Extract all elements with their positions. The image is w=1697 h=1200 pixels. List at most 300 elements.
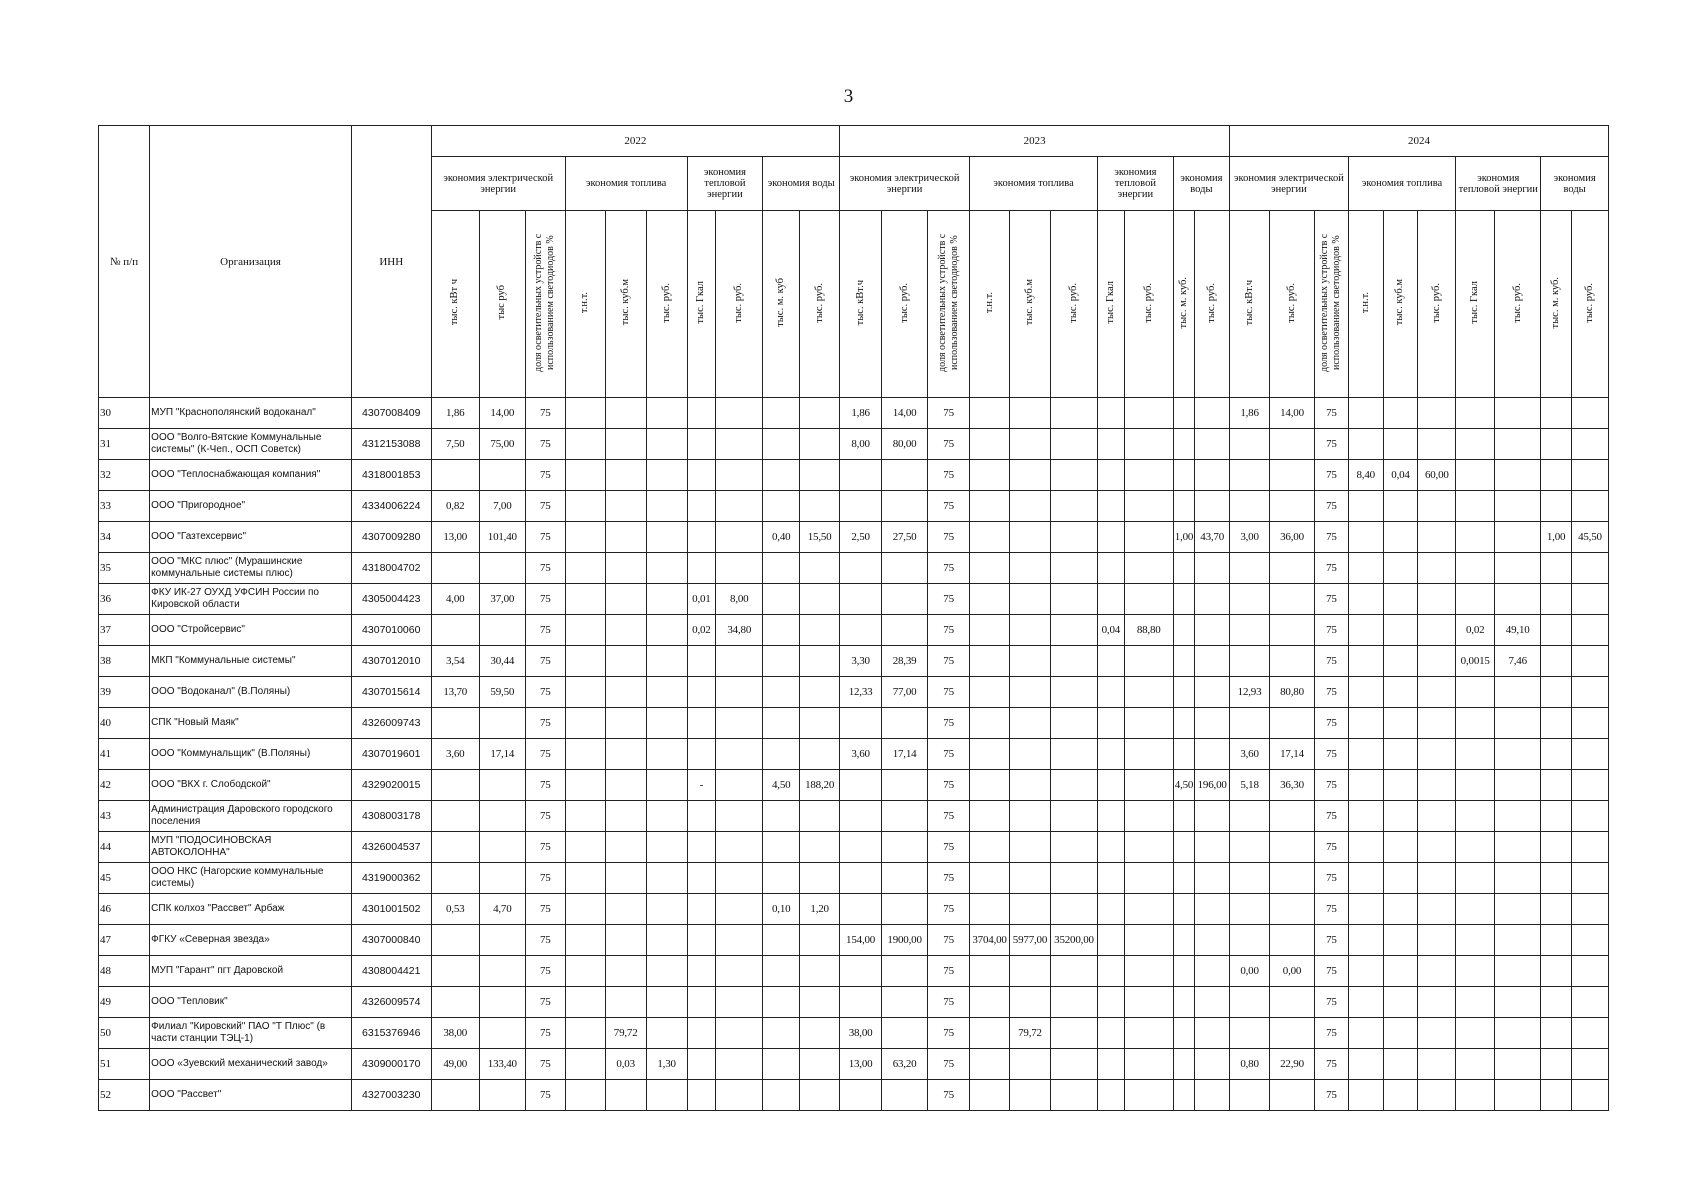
value-cell — [1541, 739, 1572, 770]
value-cell — [431, 615, 479, 646]
table-row — [99, 615, 1609, 646]
value-cell — [1230, 491, 1270, 522]
inn-value: 4307010060 — [351, 615, 431, 646]
table-row — [99, 429, 1609, 460]
value-cell: 0,02 — [687, 615, 716, 646]
value-cell: 75 — [525, 832, 565, 863]
row-number: 33 — [99, 491, 150, 522]
inn-value: 4308003178 — [351, 801, 431, 832]
value-cell — [1418, 925, 1456, 956]
value-cell — [1010, 894, 1051, 925]
value-cell — [763, 398, 800, 429]
value-cell — [565, 584, 605, 615]
value-cell: 75 — [525, 646, 565, 677]
value-cell — [1571, 398, 1608, 429]
value-cell — [687, 987, 716, 1018]
value-cell — [646, 522, 687, 553]
value-cell — [1124, 987, 1173, 1018]
value-cell — [646, 677, 687, 708]
value-cell: 75 — [1315, 491, 1349, 522]
table-row — [99, 522, 1609, 553]
header-unit-label: тыс. руб. — [1583, 282, 1595, 323]
table-row — [99, 584, 1609, 615]
value-cell — [1124, 925, 1173, 956]
value-cell — [1270, 832, 1315, 863]
table-row — [99, 925, 1609, 956]
value-cell: 75 — [928, 925, 970, 956]
value-cell: 4,70 — [479, 894, 525, 925]
value-cell — [763, 553, 800, 584]
value-cell: 75 — [1315, 1080, 1349, 1111]
organization-name: МУП "Краснополянский водоканал" — [150, 398, 352, 429]
value-cell — [840, 770, 882, 801]
row-number: 44 — [99, 832, 150, 863]
value-cell: 35200,00 — [1050, 925, 1097, 956]
value-cell — [1495, 708, 1541, 739]
value-cell — [1418, 708, 1456, 739]
header-unit — [1173, 211, 1194, 398]
value-cell — [687, 801, 716, 832]
header-unit — [646, 211, 687, 398]
header-group-water: экономия воды — [1541, 157, 1609, 211]
value-cell: 75 — [1315, 708, 1349, 739]
value-cell — [716, 708, 763, 739]
value-cell — [1541, 801, 1572, 832]
header-unit — [970, 211, 1010, 398]
value-cell — [800, 1080, 840, 1111]
value-cell — [763, 801, 800, 832]
value-cell — [1571, 615, 1608, 646]
value-cell — [882, 894, 928, 925]
header-unit — [525, 211, 565, 398]
value-cell: 0,53 — [431, 894, 479, 925]
value-cell — [1571, 1049, 1608, 1080]
value-cell — [1195, 1080, 1230, 1111]
value-cell — [1098, 553, 1125, 584]
header-unit — [1270, 211, 1315, 398]
value-cell — [882, 615, 928, 646]
header-unit-label: тыс руб — [496, 285, 508, 320]
value-cell — [687, 429, 716, 460]
value-cell: 75 — [928, 894, 970, 925]
value-cell — [565, 925, 605, 956]
header-num: № п/п — [99, 126, 150, 398]
value-cell — [1050, 863, 1097, 894]
value-cell — [882, 863, 928, 894]
value-cell — [1571, 491, 1608, 522]
header-group-heat: экономия тепловой энергии — [687, 157, 763, 211]
value-cell: 37,00 — [479, 584, 525, 615]
value-cell — [479, 832, 525, 863]
value-cell — [1173, 894, 1194, 925]
value-cell: 75 — [1315, 584, 1349, 615]
header-unit-label: тыс. куб.м — [1023, 279, 1035, 326]
header-group-water: экономия воды — [763, 157, 840, 211]
value-cell — [1173, 646, 1194, 677]
header-unit — [1418, 211, 1456, 398]
value-cell: 75,00 — [479, 429, 525, 460]
value-cell — [970, 398, 1010, 429]
value-cell — [1383, 894, 1418, 925]
value-cell — [1541, 925, 1572, 956]
value-cell — [646, 429, 687, 460]
header-unit — [1571, 211, 1608, 398]
header-unit-label: тыс. куб.м — [1394, 279, 1406, 326]
header-unit-label: тыс. руб. — [813, 282, 825, 323]
header-unit — [605, 211, 646, 398]
row-number: 43 — [99, 801, 150, 832]
value-cell: 75 — [525, 987, 565, 1018]
value-cell — [431, 708, 479, 739]
value-cell — [687, 677, 716, 708]
value-cell — [687, 398, 716, 429]
value-cell — [646, 1080, 687, 1111]
value-cell — [605, 956, 646, 987]
value-cell — [1418, 615, 1456, 646]
value-cell: 75 — [525, 491, 565, 522]
value-cell — [1195, 460, 1230, 491]
value-cell — [1541, 956, 1572, 987]
value-cell — [763, 646, 800, 677]
value-cell — [1495, 553, 1541, 584]
value-cell — [1456, 956, 1495, 987]
value-cell — [970, 832, 1010, 863]
value-cell — [1348, 1080, 1383, 1111]
value-cell — [882, 1018, 928, 1049]
value-cell: 75 — [928, 739, 970, 770]
value-cell: 75 — [928, 801, 970, 832]
value-cell — [882, 491, 928, 522]
value-cell — [1098, 584, 1125, 615]
value-cell — [1270, 894, 1315, 925]
value-cell — [1541, 677, 1572, 708]
row-number: 39 — [99, 677, 150, 708]
value-cell — [1195, 925, 1230, 956]
value-cell — [1383, 739, 1418, 770]
value-cell — [1124, 801, 1173, 832]
value-cell — [1195, 708, 1230, 739]
value-cell — [882, 460, 928, 491]
value-cell — [1541, 770, 1572, 801]
value-cell — [1124, 832, 1173, 863]
value-cell — [716, 956, 763, 987]
value-cell — [646, 739, 687, 770]
value-cell — [840, 460, 882, 491]
header-unit — [431, 211, 479, 398]
value-cell — [1050, 956, 1097, 987]
value-cell — [1124, 708, 1173, 739]
value-cell: 75 — [928, 398, 970, 429]
value-cell: 36,00 — [1270, 522, 1315, 553]
header-unit-label: тыс. руб. — [660, 282, 672, 323]
value-cell — [882, 1080, 928, 1111]
value-cell — [646, 894, 687, 925]
value-cell — [1270, 460, 1315, 491]
row-number: 37 — [99, 615, 150, 646]
value-cell — [1230, 1018, 1270, 1049]
value-cell — [1124, 1018, 1173, 1049]
value-cell: 75 — [1315, 522, 1349, 553]
value-cell — [970, 863, 1010, 894]
value-cell — [1098, 522, 1125, 553]
value-cell — [970, 646, 1010, 677]
value-cell: 30,44 — [479, 646, 525, 677]
header-unit — [1495, 211, 1541, 398]
value-cell — [687, 646, 716, 677]
value-cell — [1418, 1049, 1456, 1080]
row-number: 34 — [99, 522, 150, 553]
value-cell — [1010, 429, 1051, 460]
header-unit-label: доля осветительных устройств с использованием светодиодов % — [936, 233, 960, 372]
value-cell — [716, 894, 763, 925]
value-cell: 8,00 — [840, 429, 882, 460]
value-cell — [1571, 1018, 1608, 1049]
value-cell — [1495, 1018, 1541, 1049]
value-cell — [605, 925, 646, 956]
value-cell — [716, 863, 763, 894]
value-cell — [1230, 987, 1270, 1018]
organization-name: СПК "Новый Маяк" — [150, 708, 352, 739]
value-cell — [1050, 1080, 1097, 1111]
value-cell — [1124, 894, 1173, 925]
value-cell — [1010, 553, 1051, 584]
value-cell — [840, 491, 882, 522]
value-cell — [1195, 1018, 1230, 1049]
inn-value: 4319000362 — [351, 863, 431, 894]
value-cell — [1010, 460, 1051, 491]
value-cell — [605, 677, 646, 708]
value-cell — [1010, 522, 1051, 553]
value-cell — [1124, 460, 1173, 491]
value-cell — [431, 956, 479, 987]
value-cell — [479, 925, 525, 956]
value-cell: 75 — [1315, 398, 1349, 429]
value-cell: 15,50 — [800, 522, 840, 553]
value-cell — [1230, 832, 1270, 863]
value-cell — [840, 615, 882, 646]
value-cell — [565, 646, 605, 677]
inn-value: 6315376946 — [351, 1018, 431, 1049]
value-cell — [1050, 739, 1097, 770]
inn-value: 4307009280 — [351, 522, 431, 553]
value-cell — [763, 925, 800, 956]
inn-value: 4307012010 — [351, 646, 431, 677]
value-cell — [1383, 1049, 1418, 1080]
organization-name: ООО НКС (Нагорские коммунальные системы) — [150, 863, 352, 894]
header-group-electric: экономия электрической энергии — [431, 157, 565, 211]
value-cell: 75 — [1315, 1018, 1349, 1049]
value-cell: 75 — [525, 739, 565, 770]
value-cell — [1571, 708, 1608, 739]
header-unit — [800, 211, 840, 398]
value-cell — [1383, 522, 1418, 553]
header-year-2023: 2023 — [840, 126, 1230, 157]
value-cell — [970, 1080, 1010, 1111]
value-cell — [800, 615, 840, 646]
value-cell — [1173, 863, 1194, 894]
value-cell — [716, 429, 763, 460]
row-number: 35 — [99, 553, 150, 584]
value-cell: 0,02 — [1456, 615, 1495, 646]
value-cell — [565, 1080, 605, 1111]
page-number: 3 — [843, 86, 854, 107]
inn-value: 4312153088 — [351, 429, 431, 460]
row-number: 49 — [99, 987, 150, 1018]
value-cell: 1,20 — [800, 894, 840, 925]
header-unit-label: тыс. Гкал — [1104, 281, 1116, 324]
value-cell — [687, 1018, 716, 1049]
value-cell — [687, 832, 716, 863]
value-cell — [1050, 801, 1097, 832]
value-cell — [646, 615, 687, 646]
value-cell — [565, 553, 605, 584]
value-cell: 196,00 — [1195, 770, 1230, 801]
value-cell: 75 — [525, 894, 565, 925]
value-cell — [1050, 398, 1097, 429]
value-cell: 154,00 — [840, 925, 882, 956]
value-cell: 3,00 — [1230, 522, 1270, 553]
value-cell: 75 — [525, 770, 565, 801]
value-cell — [840, 553, 882, 584]
value-cell: 75 — [928, 1018, 970, 1049]
row-number: 30 — [99, 398, 150, 429]
value-cell — [1495, 863, 1541, 894]
header-unit-label: тыс. руб. — [898, 282, 910, 323]
value-cell — [1348, 801, 1383, 832]
value-cell — [479, 863, 525, 894]
value-cell — [565, 460, 605, 491]
value-cell — [1383, 1018, 1418, 1049]
value-cell — [763, 832, 800, 863]
value-cell — [1541, 1049, 1572, 1080]
value-cell — [1348, 925, 1383, 956]
value-cell: 75 — [928, 522, 970, 553]
table-row — [99, 739, 1609, 770]
value-cell — [1124, 956, 1173, 987]
value-cell — [479, 1080, 525, 1111]
value-cell — [1010, 770, 1051, 801]
value-cell — [605, 832, 646, 863]
value-cell — [970, 553, 1010, 584]
value-cell: 22,90 — [1270, 1049, 1315, 1080]
value-cell — [1495, 1049, 1541, 1080]
value-cell — [1571, 925, 1608, 956]
value-cell — [1541, 615, 1572, 646]
value-cell — [1010, 832, 1051, 863]
value-cell: 3,54 — [431, 646, 479, 677]
value-cell — [605, 553, 646, 584]
value-cell — [970, 1018, 1010, 1049]
value-cell: 75 — [525, 584, 565, 615]
value-cell — [1541, 894, 1572, 925]
value-cell: 77,00 — [882, 677, 928, 708]
value-cell — [763, 584, 800, 615]
value-cell: 75 — [1315, 460, 1349, 491]
value-cell — [763, 615, 800, 646]
value-cell: 45,50 — [1571, 522, 1608, 553]
value-cell — [1230, 925, 1270, 956]
value-cell — [1383, 646, 1418, 677]
value-cell — [1270, 1018, 1315, 1049]
value-cell — [800, 1049, 840, 1080]
header-unit-label: доля осветительных устройств с использованием светодиодов % — [1319, 233, 1343, 372]
value-cell — [1541, 584, 1572, 615]
value-cell — [646, 460, 687, 491]
header-group-electric: экономия электрической энергии — [840, 157, 970, 211]
value-cell — [1456, 925, 1495, 956]
value-cell: 75 — [525, 1018, 565, 1049]
value-cell: 7,46 — [1495, 646, 1541, 677]
value-cell — [1418, 429, 1456, 460]
value-cell: 28,39 — [882, 646, 928, 677]
value-cell — [882, 708, 928, 739]
value-cell — [800, 987, 840, 1018]
value-cell — [1348, 646, 1383, 677]
row-number: 41 — [99, 739, 150, 770]
row-number: 40 — [99, 708, 150, 739]
value-cell — [1495, 770, 1541, 801]
value-cell: 75 — [525, 708, 565, 739]
value-cell — [1098, 739, 1125, 770]
value-cell: 0,40 — [763, 522, 800, 553]
value-cell — [1124, 739, 1173, 770]
value-cell — [1124, 646, 1173, 677]
value-cell — [1230, 553, 1270, 584]
value-cell: 0,04 — [1098, 615, 1125, 646]
value-cell — [1541, 429, 1572, 460]
value-cell — [1418, 584, 1456, 615]
value-cell — [970, 1049, 1010, 1080]
header-unit — [1315, 211, 1349, 398]
value-cell — [1456, 553, 1495, 584]
value-cell — [800, 1018, 840, 1049]
value-cell — [1098, 987, 1125, 1018]
value-cell — [1383, 491, 1418, 522]
value-cell — [800, 429, 840, 460]
organization-name: ООО "Газтехсервис" — [150, 522, 352, 553]
value-cell — [1541, 398, 1572, 429]
inn-value: 4318004702 — [351, 553, 431, 584]
organization-name: ООО "Стройсервис" — [150, 615, 352, 646]
value-cell: 14,00 — [882, 398, 928, 429]
header-unit — [1456, 211, 1495, 398]
value-cell — [1270, 708, 1315, 739]
value-cell — [800, 398, 840, 429]
value-cell: 3,60 — [840, 739, 882, 770]
value-cell — [1541, 646, 1572, 677]
value-cell — [687, 708, 716, 739]
value-cell — [1456, 739, 1495, 770]
value-cell — [1010, 956, 1051, 987]
value-cell — [687, 1080, 716, 1111]
value-cell — [1173, 677, 1194, 708]
value-cell — [1571, 770, 1608, 801]
value-cell — [800, 460, 840, 491]
value-cell — [763, 677, 800, 708]
value-cell — [1456, 801, 1495, 832]
header-unit — [882, 211, 928, 398]
header-unit — [1383, 211, 1418, 398]
value-cell — [840, 708, 882, 739]
organization-name: ООО "ВКХ г. Слободской" — [150, 770, 352, 801]
table-row — [99, 460, 1609, 491]
value-cell: 12,93 — [1230, 677, 1270, 708]
value-cell — [970, 677, 1010, 708]
table-row — [99, 832, 1609, 863]
value-cell — [1541, 1080, 1572, 1111]
header-unit — [716, 211, 763, 398]
value-cell — [1495, 460, 1541, 491]
